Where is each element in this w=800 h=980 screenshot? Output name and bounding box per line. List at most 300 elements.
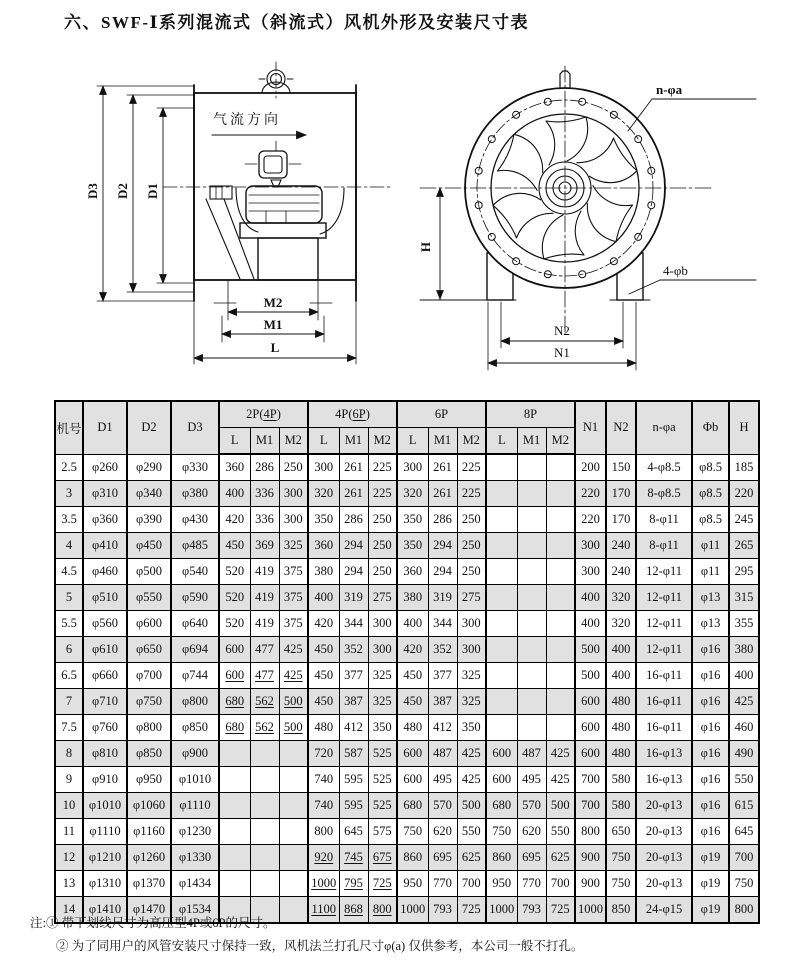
dimension-h: [418, 188, 440, 299]
table-cell: 520: [219, 559, 250, 585]
table-cell: [250, 871, 279, 897]
group-label-pre: 2P(: [246, 407, 264, 421]
table-cell: 550: [457, 819, 486, 845]
column-header: N1: [575, 401, 606, 454]
table-cell: 580: [606, 767, 636, 793]
table-cell: φ16: [692, 689, 729, 715]
dim-d3-label: D3: [85, 183, 100, 199]
table-cell: [279, 845, 308, 871]
table-cell: [517, 689, 546, 715]
table-cell: φ510: [83, 585, 127, 611]
table-cell: φ610: [83, 637, 127, 663]
table-cell: φ550: [127, 585, 171, 611]
table-cell: 480: [397, 715, 428, 741]
table-cell: [250, 715, 279, 741]
table-cell: φ310: [83, 481, 127, 507]
sub-column-header: M1: [428, 428, 457, 455]
table-cell: [250, 663, 279, 689]
underlined-value: 500: [283, 694, 303, 708]
table-row: [55, 741, 759, 767]
table-cell: 400: [397, 611, 428, 637]
table-cell: 600: [219, 637, 250, 663]
table-cell: [517, 533, 546, 559]
table-row: [55, 611, 759, 637]
table-cell: 800: [729, 897, 759, 924]
table-header: [55, 401, 759, 454]
table-cell: φ590: [171, 585, 219, 611]
motor-assembly: [206, 141, 344, 280]
table-cell: φ360: [83, 507, 127, 533]
table-cell: φ500: [127, 559, 171, 585]
table-cell: [219, 663, 250, 689]
table-cell: [219, 819, 250, 845]
dimension-table: [54, 400, 760, 924]
table-cell: 286: [428, 507, 457, 533]
table-cell: 377: [428, 663, 457, 689]
table-cell: 570: [517, 793, 546, 819]
table-row: [55, 819, 759, 845]
table-cell: φ1534: [171, 897, 219, 924]
table-cell: 320: [606, 611, 636, 637]
table-cell: [279, 871, 308, 897]
table-cell: 450: [397, 689, 428, 715]
group-label-pre: 8P: [523, 407, 538, 421]
underlined-value: 680: [225, 694, 245, 708]
table-row: [55, 454, 759, 481]
table-row: [55, 585, 759, 611]
table-cell: 286: [250, 454, 279, 481]
table-cell: 793: [517, 897, 546, 924]
bolt-circle-callout: [628, 82, 756, 131]
table-cell: φ16: [692, 819, 729, 845]
table-cell: 325: [457, 663, 486, 689]
table-cell: 245: [729, 507, 759, 533]
table-cell: 750: [606, 871, 636, 897]
table-cell: [486, 585, 517, 611]
sub-column-header: M1: [250, 428, 279, 455]
table-cell: 400: [729, 663, 759, 689]
table-cell: 645: [729, 819, 759, 845]
table-cell: [546, 481, 575, 507]
table-cell: 900: [575, 845, 606, 871]
table-cell: 400: [575, 611, 606, 637]
table-cell: φ1110: [83, 819, 127, 845]
table-cell: φ16: [692, 715, 729, 741]
table-cell: [279, 767, 308, 793]
sub-column-header: M2: [368, 428, 397, 455]
table-cell: φ19: [692, 897, 729, 924]
table-cell: 170: [606, 507, 636, 533]
dim-n2-label: N2: [554, 323, 570, 338]
table-cell: φ910: [83, 767, 127, 793]
table-cell: 950: [486, 871, 517, 897]
fan-technical-drawing: [0, 0, 800, 398]
table-cell: 350: [368, 715, 397, 741]
table-cell: φ16: [692, 793, 729, 819]
table-cell: 355: [729, 611, 759, 637]
table-cell: 2.5: [55, 454, 83, 481]
table-cell: 520: [219, 585, 250, 611]
column-header: H: [729, 401, 759, 454]
table-cell: 750: [729, 871, 759, 897]
table-cell: 550: [729, 767, 759, 793]
table-cell: 380: [308, 559, 339, 585]
table-cell: 13: [55, 871, 83, 897]
table-cell: φ660: [83, 663, 127, 689]
column-header: Φb: [692, 401, 729, 454]
table-cell: 6.5: [55, 663, 83, 689]
table-cell: φ16: [692, 663, 729, 689]
table-cell: [546, 454, 575, 481]
table-cell: φ410: [83, 533, 127, 559]
underlined-value: 477: [255, 668, 274, 682]
table-cell: φ650: [127, 637, 171, 663]
table-cell: 369: [250, 533, 279, 559]
table-cell: 480: [606, 715, 636, 741]
table-cell: 16-φ11: [636, 715, 692, 741]
table-cell: 700: [457, 871, 486, 897]
table-cell: [250, 793, 279, 819]
header-row-groups: [55, 401, 759, 428]
table-cell: 325: [368, 689, 397, 715]
table-cell: 1000: [397, 897, 428, 924]
underlined-value: 745: [344, 850, 363, 864]
airflow-label: 气流方向: [213, 113, 281, 128]
table-cell: 294: [428, 533, 457, 559]
table-cell: φ760: [83, 715, 127, 741]
dimension-d3: [85, 86, 194, 301]
table-cell: φ460: [83, 559, 127, 585]
table-cell: [368, 845, 397, 871]
table-cell: 220: [575, 481, 606, 507]
table-cell: 360: [219, 454, 250, 481]
table-cell: 495: [517, 767, 546, 793]
table-cell: [517, 611, 546, 637]
table-cell: 6: [55, 637, 83, 663]
table-cell: 850: [606, 897, 636, 924]
table-cell: φ1434: [171, 871, 219, 897]
table-cell: φ850: [127, 741, 171, 767]
table-cell: 525: [368, 741, 397, 767]
table-cell: 350: [308, 507, 339, 533]
table-row: [55, 767, 759, 793]
table-cell: 380: [729, 637, 759, 663]
table-body: [55, 454, 759, 923]
table-cell: 275: [457, 585, 486, 611]
table-cell: 16-φ11: [636, 689, 692, 715]
table-cell: φ560: [83, 611, 127, 637]
table-cell: 265: [729, 533, 759, 559]
table-cell: 150: [606, 454, 636, 481]
column-group-header: [486, 401, 575, 428]
table-cell: 425: [546, 741, 575, 767]
table-cell: 420: [219, 507, 250, 533]
table-cell: φ1210: [83, 845, 127, 871]
table-row: [55, 663, 759, 689]
table-cell: 325: [279, 533, 308, 559]
table-cell: 480: [308, 715, 339, 741]
table-cell: 620: [517, 819, 546, 845]
table-cell: [486, 481, 517, 507]
table-cell: 420: [308, 611, 339, 637]
table-cell: φ600: [127, 611, 171, 637]
table-cell: 8: [55, 741, 83, 767]
table-cell: 12-φ11: [636, 559, 692, 585]
table-cell: 375: [279, 585, 308, 611]
table-cell: 1000: [575, 897, 606, 924]
table-cell: 12: [55, 845, 83, 871]
table-cell: 5: [55, 585, 83, 611]
table-cell: 315: [729, 585, 759, 611]
table-cell: φ700: [127, 663, 171, 689]
table-cell: φ19: [692, 845, 729, 871]
table-cell: 11: [55, 819, 83, 845]
table-cell: 387: [428, 689, 457, 715]
table-cell: [486, 559, 517, 585]
table-cell: [546, 559, 575, 585]
table-cell: φ260: [83, 454, 127, 481]
table-cell: 9: [55, 767, 83, 793]
table-cell: 325: [368, 663, 397, 689]
table-cell: 800: [308, 819, 339, 845]
table-row: [55, 871, 759, 897]
table-cell: φ8.5: [692, 454, 729, 481]
table-cell: 250: [368, 559, 397, 585]
table-cell: 525: [368, 793, 397, 819]
table-cell: φ1370: [127, 871, 171, 897]
table-cell: 500: [546, 793, 575, 819]
table-cell: 250: [457, 507, 486, 533]
table-cell: 16-φ13: [636, 767, 692, 793]
underlined-value: 868: [344, 902, 363, 916]
underlined-value: 725: [372, 876, 392, 890]
table-cell: φ11: [692, 559, 729, 585]
dimension-d1: [145, 108, 194, 283]
table-cell: 419: [250, 611, 279, 637]
table-cell: 450: [397, 663, 428, 689]
table-cell: 240: [606, 533, 636, 559]
underlined-value: 1000: [311, 876, 337, 890]
table-cell: 300: [279, 481, 308, 507]
table-cell: 620: [428, 819, 457, 845]
table-cell: φ290: [127, 454, 171, 481]
underlined-value: 920: [314, 850, 334, 864]
table-cell: φ1110: [171, 793, 219, 819]
table-cell: 425: [279, 637, 308, 663]
table-row: [55, 689, 759, 715]
table-cell: 770: [428, 871, 457, 897]
table-cell: 740: [308, 767, 339, 793]
table-cell: 600: [575, 741, 606, 767]
table-cell: 900: [575, 871, 606, 897]
group-label-underlined: 4P: [263, 407, 277, 421]
table-cell: [279, 663, 308, 689]
column-header: N2: [606, 401, 636, 454]
table-cell: 12-φ11: [636, 611, 692, 637]
table-cell: 20-φ13: [636, 845, 692, 871]
table-cell: 487: [517, 741, 546, 767]
table-cell: 793: [428, 897, 457, 924]
table-cell: 680: [397, 793, 428, 819]
column-header-model: 机号: [55, 401, 83, 454]
table-cell: 412: [339, 715, 368, 741]
sub-column-header: L: [397, 428, 428, 455]
table-row: [55, 793, 759, 819]
table-cell: [219, 689, 250, 715]
table-cell: 344: [428, 611, 457, 637]
column-group-header: [219, 401, 308, 428]
table-cell: [546, 715, 575, 741]
table-cell: 700: [546, 871, 575, 897]
bolt-circle-label: n-φa: [656, 82, 683, 97]
table-cell: φ640: [171, 611, 219, 637]
table-row: [55, 559, 759, 585]
footnote-1: 注:① 带下划线尺寸为高压型4P或6P的尺寸。: [30, 916, 276, 930]
table-cell: 352: [428, 637, 457, 663]
table-cell: φ1010: [83, 793, 127, 819]
table-cell: 520: [219, 611, 250, 637]
table-cell: 8-φ11: [636, 507, 692, 533]
group-label-post: ): [276, 407, 281, 421]
table-cell: [219, 741, 250, 767]
table-cell: 700: [729, 845, 759, 871]
table-cell: 200: [575, 454, 606, 481]
underlined-value: 675: [372, 850, 392, 864]
table-cell: [546, 611, 575, 637]
dim-m1-label: M1: [263, 317, 283, 332]
table-cell: 495: [428, 767, 457, 793]
table-cell: [486, 611, 517, 637]
table-cell: 286: [339, 507, 368, 533]
table-cell: [486, 637, 517, 663]
table-cell: 14: [55, 897, 83, 924]
table-cell: φ1310: [83, 871, 127, 897]
table-row: [55, 637, 759, 663]
table-cell: 360: [308, 533, 339, 559]
table-cell: 300: [575, 559, 606, 585]
table-cell: 380: [397, 585, 428, 611]
table-cell: 225: [457, 454, 486, 481]
table-cell: 8-φ11: [636, 533, 692, 559]
table-cell: [546, 507, 575, 533]
table-cell: [279, 741, 308, 767]
table-cell: 700: [575, 793, 606, 819]
table-cell: 525: [368, 767, 397, 793]
table-cell: [308, 845, 339, 871]
table-cell: 375: [279, 559, 308, 585]
table-cell: [546, 689, 575, 715]
table-cell: φ16: [692, 741, 729, 767]
table-cell: 300: [279, 507, 308, 533]
table-cell: φ1260: [127, 845, 171, 871]
table-cell: 261: [339, 454, 368, 481]
table-cell: φ850: [171, 715, 219, 741]
table-cell: φ694: [171, 637, 219, 663]
table-cell: φ1230: [171, 819, 219, 845]
table-cell: 420: [397, 637, 428, 663]
table-cell: 300: [397, 454, 428, 481]
table-cell: 295: [729, 559, 759, 585]
table-cell: 319: [428, 585, 457, 611]
table-cell: φ430: [171, 507, 219, 533]
table-cell: [486, 663, 517, 689]
underlined-value: 795: [344, 876, 363, 890]
table-cell: 725: [457, 897, 486, 924]
table-cell: [486, 689, 517, 715]
table-cell: 12-φ11: [636, 585, 692, 611]
table-cell: 580: [606, 793, 636, 819]
table-cell: 450: [308, 663, 339, 689]
table-cell: [250, 689, 279, 715]
table-cell: [517, 559, 546, 585]
underlined-value: 1100: [311, 902, 337, 916]
table-cell: 480: [606, 689, 636, 715]
table-cell: [279, 715, 308, 741]
sub-column-header: L: [486, 428, 517, 455]
table-cell: 294: [339, 559, 368, 585]
table-cell: 500: [575, 637, 606, 663]
column-header: n-φa: [636, 401, 692, 454]
table-cell: 250: [368, 507, 397, 533]
table-row: [55, 715, 759, 741]
table-cell: 16-φ11: [636, 663, 692, 689]
column-header: D2: [127, 401, 171, 454]
table-cell: 487: [428, 741, 457, 767]
table-cell: 250: [457, 559, 486, 585]
table-cell: φ19: [692, 871, 729, 897]
table-cell: φ340: [127, 481, 171, 507]
table-cell: 477: [250, 637, 279, 663]
table-cell: 695: [428, 845, 457, 871]
table-cell: φ8.5: [692, 481, 729, 507]
table-cell: 344: [339, 611, 368, 637]
table-cell: 500: [457, 793, 486, 819]
dimension-l: [194, 340, 356, 358]
underlined-value: 562: [255, 694, 274, 708]
dim-d1-label: D1: [145, 183, 160, 199]
table-cell: 300: [368, 637, 397, 663]
table-cell: 720: [308, 741, 339, 767]
table-cell: 480: [606, 741, 636, 767]
table-cell: 600: [397, 741, 428, 767]
sub-column-header: L: [308, 428, 339, 455]
underlined-value: 562: [255, 720, 274, 734]
underlined-value: 600: [225, 668, 245, 682]
table-cell: 750: [397, 819, 428, 845]
table-cell: 294: [339, 533, 368, 559]
table-cell: 600: [486, 767, 517, 793]
table-cell: [339, 871, 368, 897]
table-cell: [279, 793, 308, 819]
table-cell: φ450: [127, 533, 171, 559]
table-row: [55, 507, 759, 533]
table-cell: 225: [457, 481, 486, 507]
table-cell: φ1470: [127, 897, 171, 924]
table-cell: [546, 585, 575, 611]
table-cell: 375: [279, 611, 308, 637]
group-label-post: ): [365, 407, 370, 421]
table-cell: 352: [339, 637, 368, 663]
table-cell: 3.5: [55, 507, 83, 533]
table-cell: φ13: [692, 585, 729, 611]
table-cell: [250, 767, 279, 793]
table-cell: 500: [575, 663, 606, 689]
table-cell: 20-φ13: [636, 871, 692, 897]
table-cell: φ13: [692, 611, 729, 637]
dimension-m2: [214, 280, 332, 320]
underlined-value: 425: [283, 668, 303, 682]
table-cell: φ380: [171, 481, 219, 507]
